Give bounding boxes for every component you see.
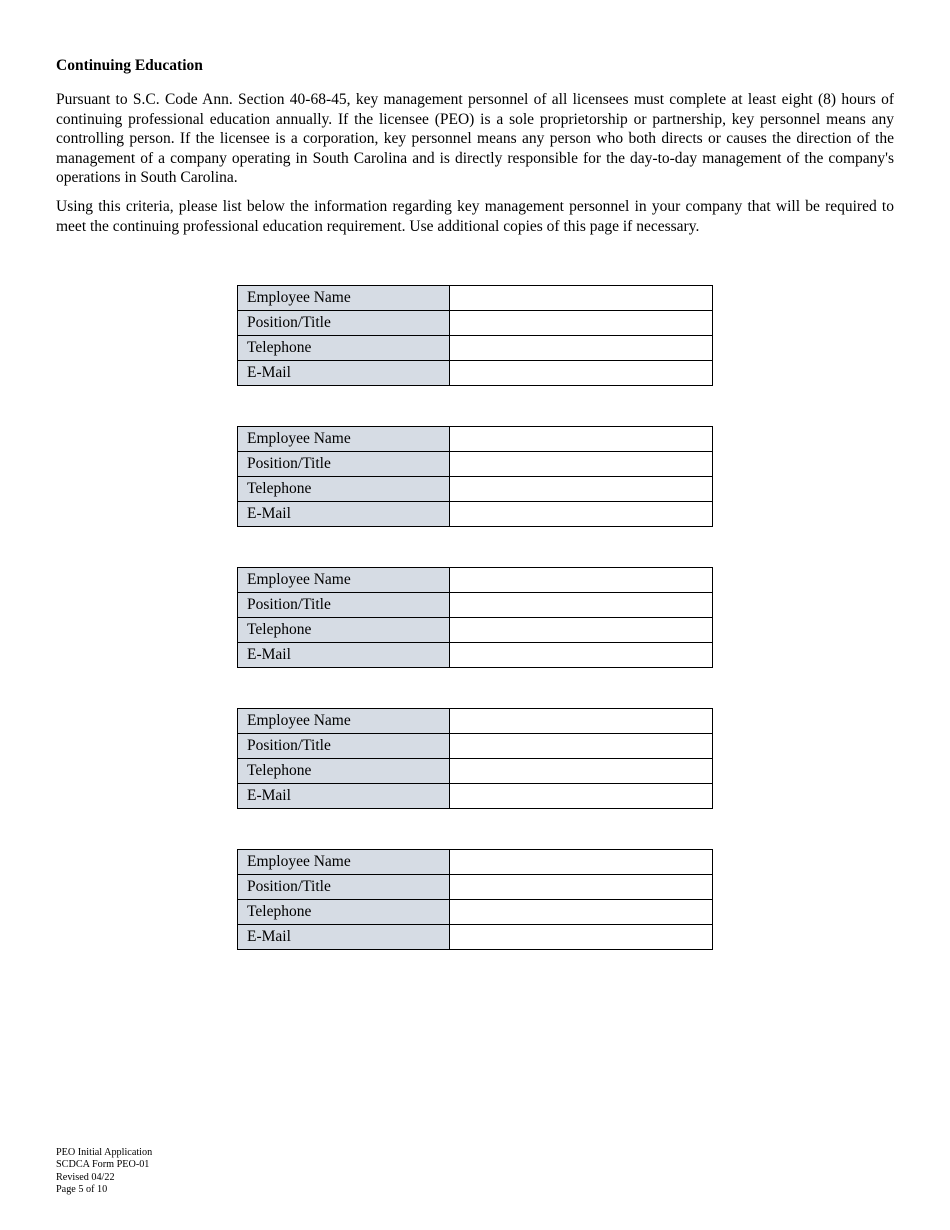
employee-name-field[interactable] bbox=[450, 427, 713, 452]
email-label: E-Mail bbox=[238, 784, 450, 809]
email-field[interactable] bbox=[450, 643, 713, 668]
position-title-label: Position/Title bbox=[238, 311, 450, 336]
position-title-row bbox=[238, 875, 713, 900]
employee-name-label: Employee Name bbox=[238, 286, 450, 311]
employee-name-field[interactable] bbox=[450, 286, 713, 311]
footer-page-number: Page 5 of 10 bbox=[56, 1183, 108, 1195]
email-row bbox=[238, 925, 713, 950]
position-title-label: Position/Title bbox=[238, 875, 450, 900]
footer-form-number: SCDCA Form PEO-01 bbox=[56, 1159, 150, 1171]
telephone-row bbox=[238, 336, 713, 361]
employee-name-row bbox=[238, 568, 713, 593]
email-label: E-Mail bbox=[238, 643, 450, 668]
email-row bbox=[238, 643, 713, 668]
footer-revision: Revised 04/22 bbox=[56, 1171, 115, 1183]
employee-name-label: Employee Name bbox=[238, 568, 450, 593]
instructions-paragraph: Using this criteria, please list below the information regarding key management personnel in your company that will be required to meet the continuing professional education requirement. Use additional copies of this page if necessary. bbox=[56, 197, 894, 235]
position-title-field[interactable] bbox=[450, 452, 713, 477]
telephone-label: Telephone bbox=[238, 759, 450, 784]
page-content bbox=[56, 56, 894, 245]
email-field[interactable] bbox=[450, 784, 713, 809]
employee-name-row bbox=[238, 286, 713, 311]
email-label: E-Mail bbox=[238, 502, 450, 527]
employee-name-field[interactable] bbox=[450, 850, 713, 875]
personnel-entry-table bbox=[237, 567, 713, 668]
personnel-entry-table bbox=[237, 708, 713, 809]
position-title-field[interactable] bbox=[450, 734, 713, 759]
telephone-field[interactable] bbox=[450, 477, 713, 502]
position-title-row bbox=[238, 452, 713, 477]
email-row bbox=[238, 502, 713, 527]
email-label: E-Mail bbox=[238, 361, 450, 386]
telephone-row bbox=[238, 759, 713, 784]
telephone-label: Telephone bbox=[238, 336, 450, 361]
section-heading: Continuing Education bbox=[56, 57, 203, 74]
page-footer bbox=[56, 1147, 152, 1196]
position-title-row bbox=[238, 734, 713, 759]
email-row bbox=[238, 361, 713, 386]
employee-name-row bbox=[238, 850, 713, 875]
position-title-label: Position/Title bbox=[238, 734, 450, 759]
personnel-entry-table bbox=[237, 285, 713, 386]
employee-name-label: Employee Name bbox=[238, 427, 450, 452]
employee-name-row bbox=[238, 709, 713, 734]
telephone-label: Telephone bbox=[238, 900, 450, 925]
email-row bbox=[238, 784, 713, 809]
telephone-field[interactable] bbox=[450, 900, 713, 925]
position-title-row bbox=[238, 593, 713, 618]
position-title-label: Position/Title bbox=[238, 452, 450, 477]
employee-name-label: Employee Name bbox=[238, 850, 450, 875]
telephone-row bbox=[238, 900, 713, 925]
telephone-label: Telephone bbox=[238, 618, 450, 643]
telephone-field[interactable] bbox=[450, 618, 713, 643]
position-title-row bbox=[238, 311, 713, 336]
personnel-entry-table bbox=[237, 426, 713, 527]
telephone-field[interactable] bbox=[450, 336, 713, 361]
telephone-row bbox=[238, 477, 713, 502]
footer-form-name: PEO Initial Application bbox=[56, 1147, 153, 1158]
position-title-field[interactable] bbox=[450, 593, 713, 618]
email-label: E-Mail bbox=[238, 925, 450, 950]
employee-name-field[interactable] bbox=[450, 709, 713, 734]
personnel-entry-table bbox=[237, 849, 713, 950]
intro-paragraph: Pursuant to S.C. Code Ann. Section 40-68-45, key management personnel of all licensees must complete at least eight (8) hours of continuing professional education annually. If the licensee (PEO) is a sole proprietorship or partnership, key personnel means any controlling person. If the licensee is a corporation, key personnel means any person who both directs or causes the direction of the management of a company operating in South Carolina and is directly responsible for the day-to-day management of the company's operations in South Carolina. bbox=[56, 91, 894, 187]
employee-name-row bbox=[238, 427, 713, 452]
position-title-label: Position/Title bbox=[238, 593, 450, 618]
position-title-field[interactable] bbox=[450, 311, 713, 336]
employee-name-field[interactable] bbox=[450, 568, 713, 593]
telephone-label: Telephone bbox=[238, 477, 450, 502]
email-field[interactable] bbox=[450, 925, 713, 950]
email-field[interactable] bbox=[450, 361, 713, 386]
position-title-field[interactable] bbox=[450, 875, 713, 900]
telephone-row bbox=[238, 618, 713, 643]
personnel-tables bbox=[237, 285, 713, 990]
telephone-field[interactable] bbox=[450, 759, 713, 784]
employee-name-label: Employee Name bbox=[238, 709, 450, 734]
email-field[interactable] bbox=[450, 502, 713, 527]
